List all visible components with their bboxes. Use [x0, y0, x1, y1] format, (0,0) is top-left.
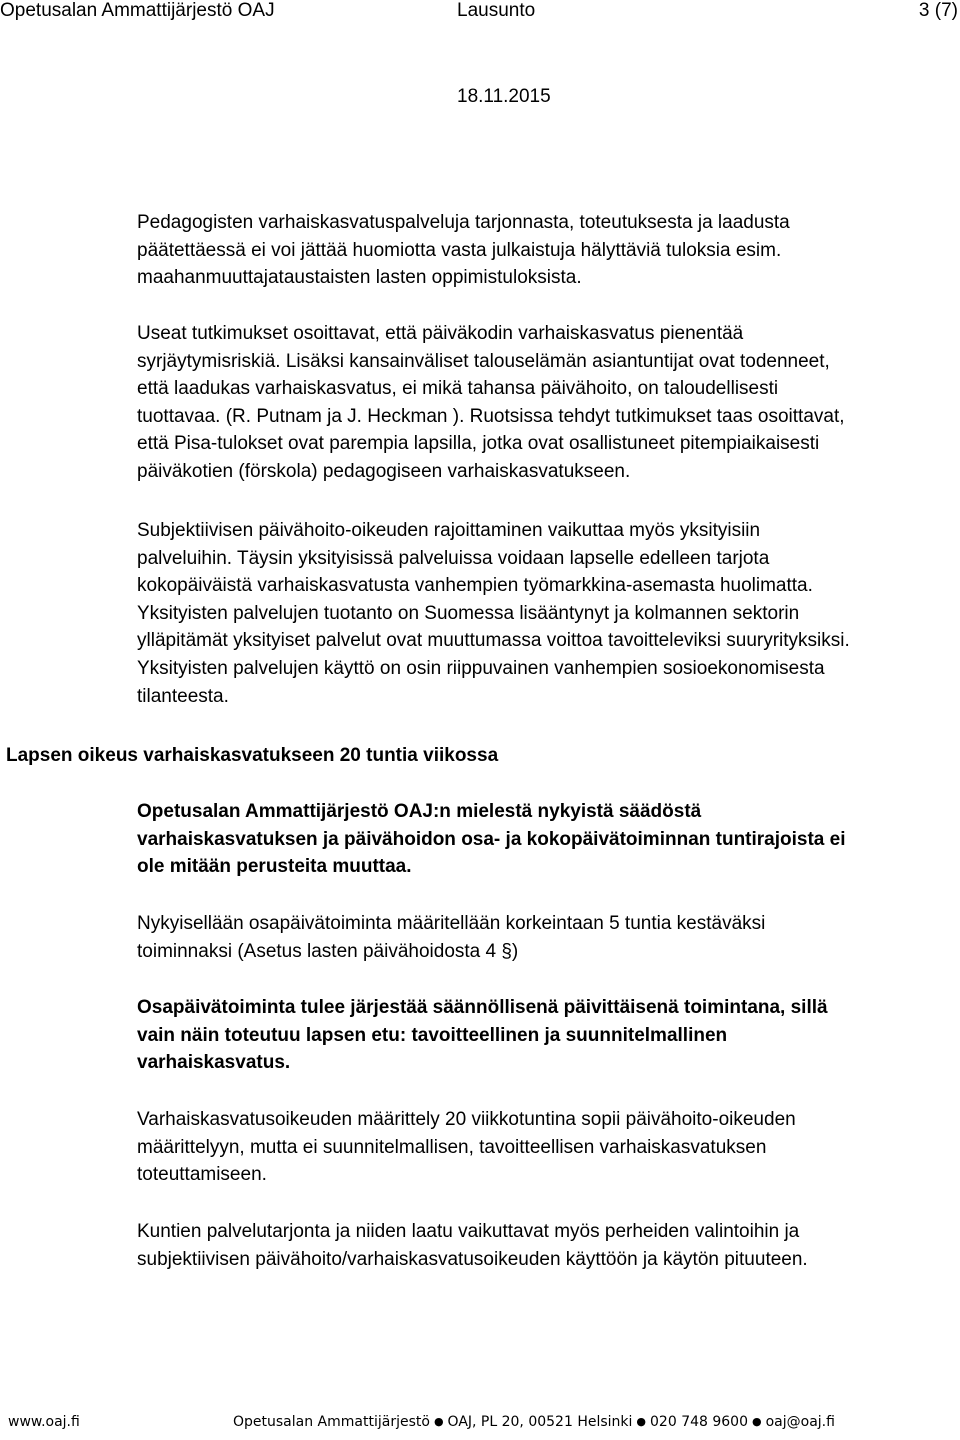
text-line: Opetusalan Ammattijärjestö OAJ:n mielestä nykyistä säädöstä — [137, 801, 702, 822]
text-line: maahanmuuttajataustaisten lasten oppimistuloksista. — [137, 267, 582, 289]
header-organization: Opetusalan Ammattijärjestö OAJ — [0, 0, 275, 21]
header-document-type: Lausunto — [457, 0, 536, 21]
text-line: Osapäivätoiminta tulee järjestää säännöllisenä päivittäisenä toimintana, sillä — [137, 997, 828, 1018]
paragraph-municipal-services — [137, 1218, 960, 1273]
text-line: Yksityisten palvelujen käyttö on osin riippuvainen vanhempien sosioekonomisesta — [137, 657, 825, 679]
footer-contact — [233, 1414, 835, 1430]
text-line: ylläpitämät yksityiset palvelut ovat muuttumassa voittoa tavoitteleviksi suuryrityksiksi. — [137, 630, 850, 652]
text-line: Yksityisten palvelujen tuotanto on Suomessa lisääntynyt ja kolmannen sektorin — [137, 602, 800, 624]
footer-phone: 020 748 9600 — [650, 1414, 748, 1430]
paragraph-part-day-requirement — [137, 994, 960, 1077]
footer-website-link[interactable]: www.oaj.fi — [8, 1414, 80, 1430]
paragraph-research-findings — [137, 320, 960, 486]
text-line: Pedagogisten varhaiskasvatuspalveluja tarjonnasta, toteutuksesta ja laadusta — [137, 212, 790, 233]
paragraph-part-day-definition — [137, 910, 960, 965]
text-line: Useat tutkimukset osoittavat, että päiväkodin varhaiskasvatus pienentää — [137, 323, 744, 344]
footer-organization: Opetusalan Ammattijärjestö — [233, 1414, 430, 1430]
text-line: päätettäessä ei voi jättää huomiotta vasta julkaistuja hälyttäviä tuloksia esim. — [137, 239, 782, 261]
text-line: ole mitään perusteita muuttaa. — [137, 856, 412, 878]
bullet-separator: ● — [636, 1415, 647, 1428]
text-line: että Pisa-tulokset ovat parempia lapsilla, jotka ovat osallistuneet pitempiaikaisesti — [137, 433, 820, 455]
text-line: subjektiivisen päivähoito/varhaiskasvatusoikeuden käyttöön ja käytön pituuteen. — [137, 1248, 808, 1270]
text-line: määrittelyyn, mutta ei suunnitelmallisen, tavoitteellisen varhaiskasvatuksen — [137, 1136, 767, 1158]
text-line: että laadukas varhaiskasvatus, ei mikä tahansa päivähoito, on taloudellisesti — [137, 378, 779, 400]
text-line: toiminnaksi (Asetus lasten päivähoidosta 4 §) — [137, 940, 519, 962]
section-heading: Lapsen oikeus varhaiskasvatukseen 20 tuntia viikossa — [6, 745, 499, 766]
document-date: 18.11.2015 — [457, 86, 551, 107]
footer-address: OAJ, PL 20, 00521 Helsinki — [447, 1414, 633, 1430]
text-line: Varhaiskasvatusoikeuden määrittely 20 viikkotuntina sopii päivähoito-oikeuden — [137, 1109, 796, 1130]
page-footer — [0, 1414, 960, 1438]
text-line: palveluihin. Täysin yksityisissä palveluissa voidaan lapselle edelleen tarjota — [137, 547, 770, 569]
text-line: kokopäiväistä varhaiskasvatusta vanhempien työmarkkina-asemasta huolimatta. — [137, 575, 813, 597]
text-line: Kuntien palvelutarjonta ja niiden laatu vaikuttavat myös perheiden valintoihin ja — [137, 1221, 800, 1242]
text-line: varhaiskasvatus. — [137, 1052, 291, 1074]
footer-email-link[interactable]: oaj@oaj.fi — [765, 1414, 835, 1430]
text-line: tuottavaa. (R. Putnam ja J. Heckman ). Ruotsissa tehdyt tutkimukset taas osoittavat, — [137, 405, 845, 427]
paragraph-oaj-position — [137, 798, 960, 881]
bullet-separator: ● — [752, 1415, 762, 1428]
paragraph-immigrant-results — [137, 209, 960, 292]
paragraph-20-hours — [137, 1106, 960, 1189]
text-line: toteuttamiseen. — [137, 1164, 267, 1186]
header-page-number: 3 (7) — [918, 0, 958, 21]
text-line: varhaiskasvatuksen ja päivähoidon osa- ja kokopäivätoiminnan tuntirajoista ei — [137, 828, 846, 850]
page-header — [0, 0, 960, 24]
bullet-separator: ● — [433, 1415, 444, 1428]
text-line: Nykyisellään osapäivätoiminta määritellään korkeintaan 5 tuntia kestäväksi — [137, 913, 766, 934]
text-line: vain näin toteutuu lapsen etu: tavoitteellinen ja suunnitelmallinen — [137, 1024, 728, 1046]
text-line: tilanteesta. — [137, 685, 229, 707]
text-line: syrjäytymisriskiä. Lisäksi kansainväliset talouselämän asiantuntijat ovat todenneet, — [137, 350, 830, 372]
text-line: Subjektiivisen päivähoito-oikeuden rajoittaminen vaikuttaa myös yksityisiin — [137, 520, 761, 541]
paragraph-private-services — [137, 517, 960, 710]
text-line: päiväkotien (förskola) pedagogiseen varhaiskasvatukseen. — [137, 460, 631, 482]
